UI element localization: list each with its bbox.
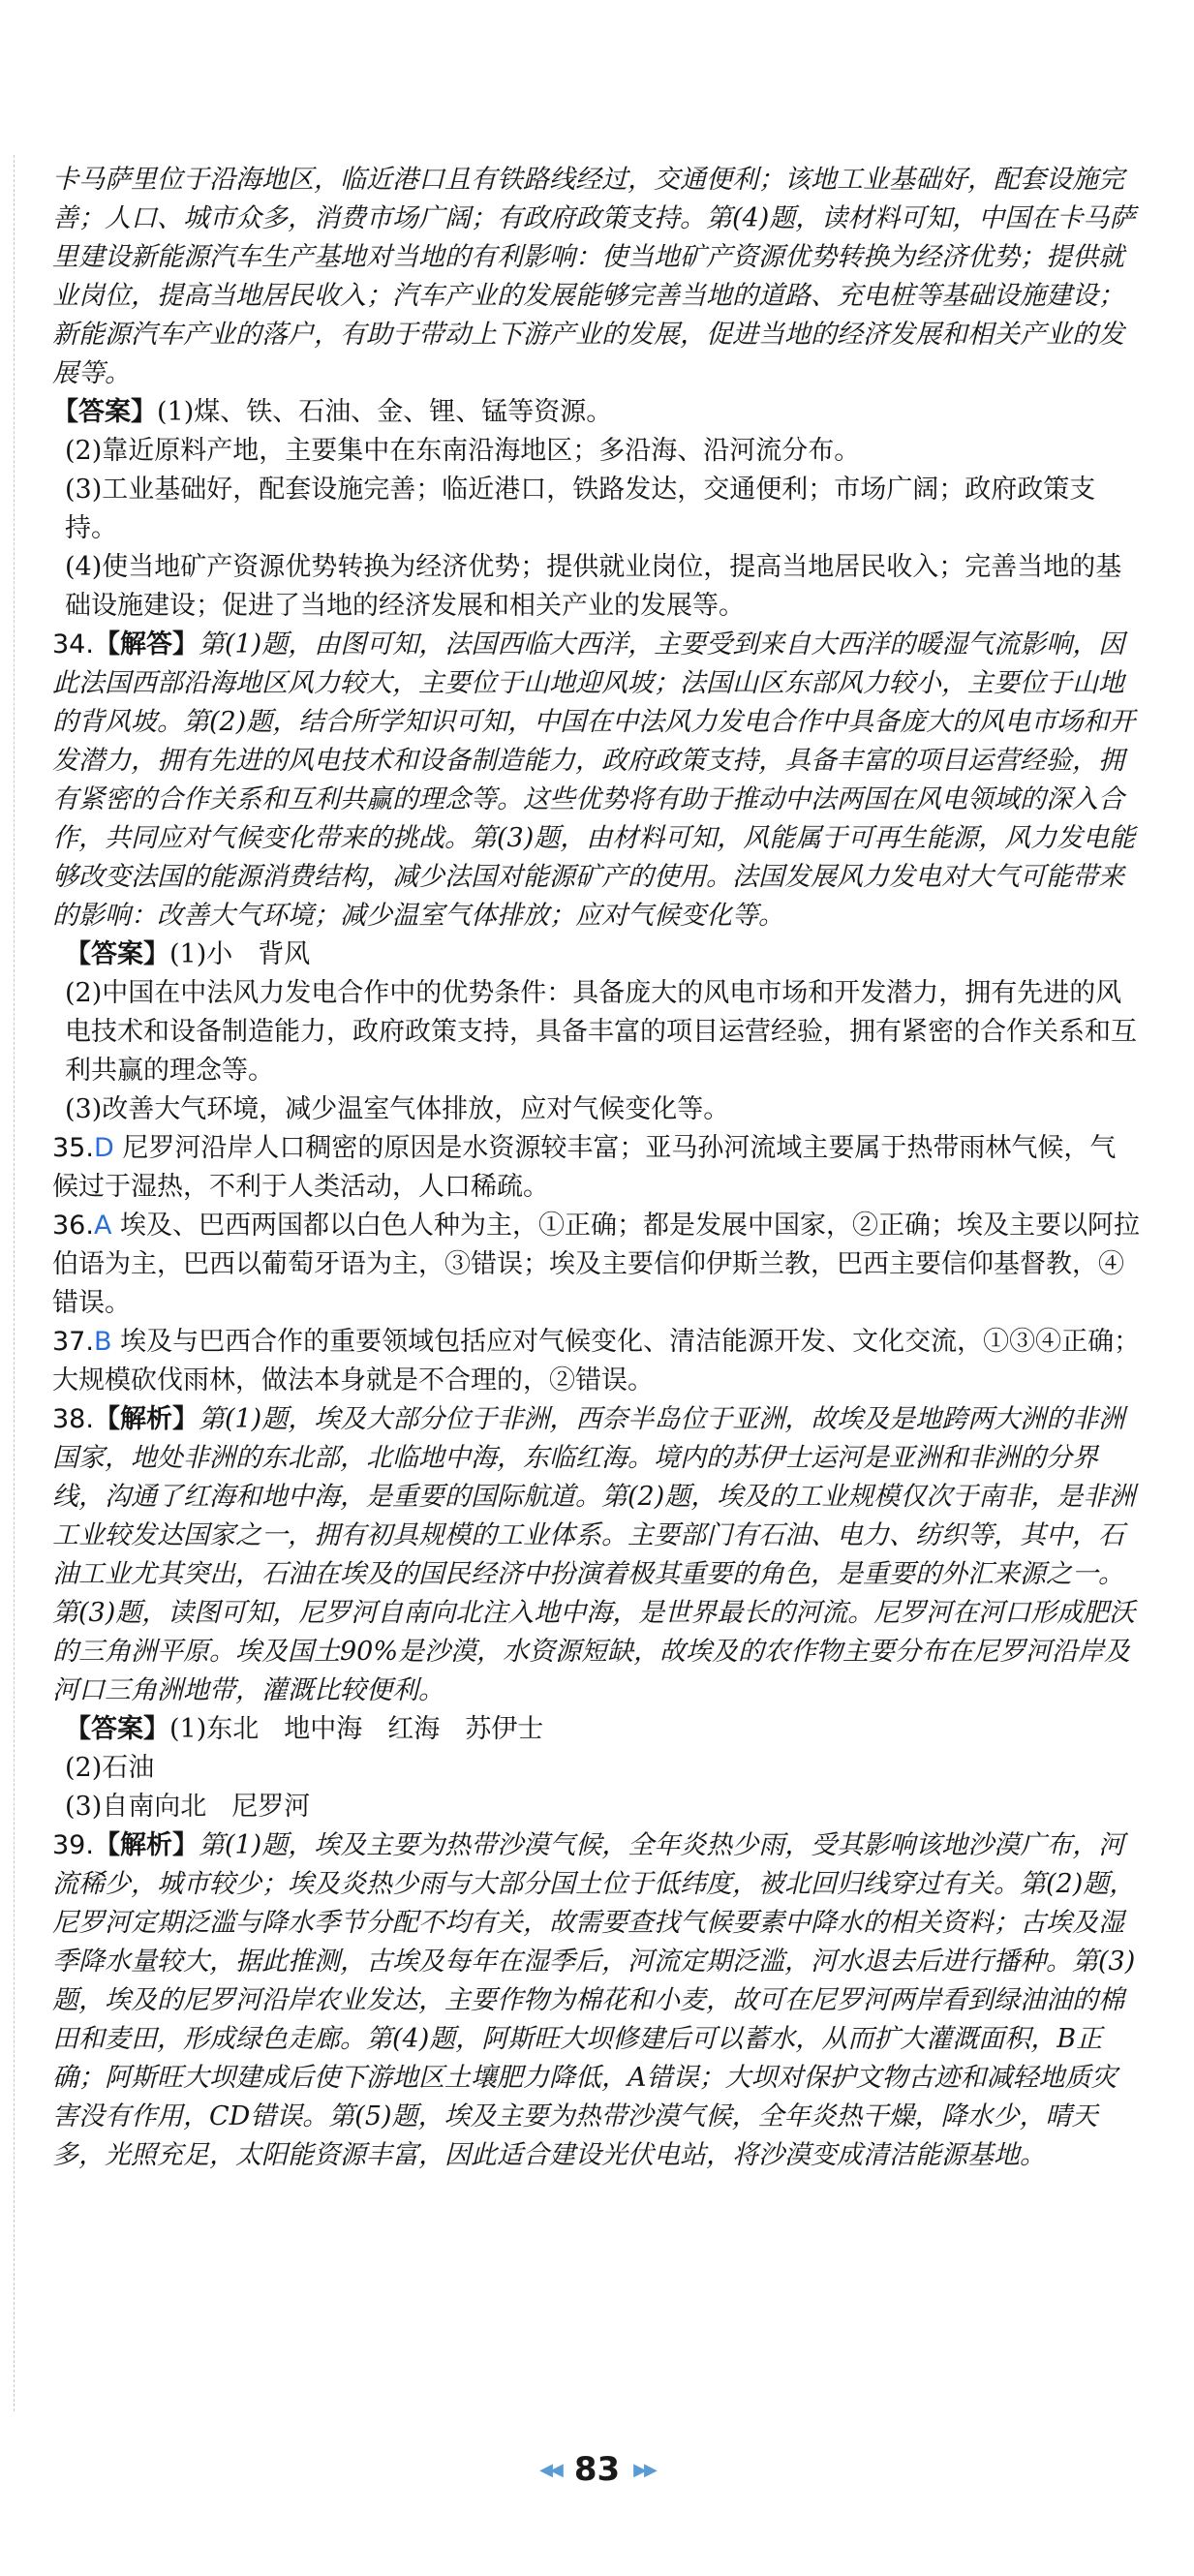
q38-answer-1c: 红海 bbox=[387, 1714, 441, 1744]
analysis-tag: 【解析】 bbox=[93, 1404, 199, 1434]
q37-text: 埃及与巴西合作的重要领域包括应对气候变化、清洁能源开发、文化交流，①③④正确；大规模砍伐雨林，做法本身就是不合理的，②错误。 bbox=[52, 1327, 1141, 1395]
q33-answer-1: (1)煤、铁、石油、金、锂、锰等资源。 bbox=[157, 397, 613, 427]
answer-tag: 【答案】 bbox=[65, 1714, 169, 1744]
q34-answer-1a: (1)小 bbox=[169, 939, 233, 969]
intro-analysis-text: 卡马萨里位于沿海地区，临近港口且有铁路线经过，交通便利；该地工业基础好，配套设施完善；人口、城市众多，消费市场广阔；有政府政策支持。第(4)题，读材料可知，中国在卡马萨里建设新能源汽车生产基地对当地的有利影响：使当地矿产资源优势转换为经济优势；提供就业岗位，提高当地居民收入；汽车产业的发展能够完善当地的道路、充电桩等基础设施建设；新能源汽车产业的落户，有助于带动上下游产业的发展，促进当地的经济发展和相关产业的发展等。 bbox=[52, 165, 1136, 388]
q34-answer-2: (2)中国在中法风力发电合作中的优势条件：具备庞大的风电市场和开发潜力，拥有先进的风电技术和设备制造能力，政府政策支持，具备丰富的项目运营经验，拥有紧密的合作关系和互利共赢的理念等。 bbox=[65, 978, 1137, 1086]
question-number: 39. bbox=[52, 1830, 94, 1860]
q33-answer-2: (2)靠近原料产地，主要集中在东南沿海地区；多沿海、沿河流分布。 bbox=[65, 436, 861, 466]
choice-letter: D bbox=[93, 1133, 114, 1163]
page-footer bbox=[0, 2440, 1194, 2499]
document-body bbox=[52, 161, 1142, 2175]
q38-answer-3b: 尼罗河 bbox=[231, 1792, 311, 1822]
q35-text: 尼罗河沿岸人口稠密的原因是水资源较丰富；亚马孙河流域主要属于热带雨林气候，气候过于湿热，不利于人类活动，人口稀疏。 bbox=[52, 1133, 1117, 1202]
question-number: 37. bbox=[52, 1327, 94, 1357]
question-number: 35. bbox=[52, 1133, 94, 1163]
intro-analysis bbox=[52, 161, 1142, 393]
prev-arrows-icon: ◀◀ bbox=[539, 2459, 561, 2480]
q33-answer-3: (3)工业基础好，配套设施完善；临近港口，铁路发达，交通便利；市场广阔；政府政策支持。 bbox=[65, 475, 1096, 543]
question-34 bbox=[52, 626, 1142, 1129]
question-37 bbox=[52, 1323, 1142, 1400]
q38-answer-3a: (3)自南向北 bbox=[65, 1792, 207, 1822]
q39-analysis-text: 第(1)题，埃及主要为热带沙漠气候，全年炎热少雨，受其影响该地沙漠广布，河流稀少，城市较少；埃及炎热少雨与大部分国土位于低纬度，被北回归线穿过有关。第(2)题，尼罗河定期泛滥与降水季节分配不均有关，故需要查找气候要素中降水的相关资料；古埃及湿季降水量较大，据此推测，古埃及每年在湿季后，河流定期泛滥，河水退去后进行播种。第(3)题，埃及的尼罗河沿岸农业发达，主要作物为棉花和小麦，故可在尼罗河两岸看到绿油油的棉田和麦田，形成绿色走廊。第(4)题，阿斯旺大坝修建后可以蓄水，从而扩大灌溉面积，B正确；阿斯旺大坝建成后使下游地区土壤肥力降低，A错误；大坝对保护文物古迹和减轻地质灾害没有作用，CD错误。第(5)题，埃及主要为热带沙漠气候，全年炎热干燥，降水少，晴天多，光照充足，太阳能资源丰富，因此适合建设光伏电站，将沙漠变成清洁能源基地。 bbox=[52, 1830, 1136, 2170]
answer-tag: 【答案】 bbox=[65, 939, 169, 969]
next-arrows-icon: ▶▶ bbox=[633, 2459, 655, 2480]
margin-rule bbox=[14, 155, 15, 2411]
question-number: 38. bbox=[52, 1404, 94, 1434]
analysis-tag: 【解析】 bbox=[93, 1830, 199, 1860]
q34-answer-3: (3)改善大气环境，减少温室气体排放，应对气候变化等。 bbox=[65, 1094, 730, 1124]
solution-tag: 【解答】 bbox=[93, 629, 199, 659]
q38-answer-1a: (1)东北 bbox=[169, 1714, 260, 1744]
q36-text: 埃及、巴西两国都以白色人种为主，①正确；都是发展中国家，②正确；埃及主要以阿拉伯语为主，巴西以葡萄牙语为主，③错误；埃及主要信仰伊斯兰教，巴西主要信仰基督教，④错误。 bbox=[52, 1211, 1141, 1318]
q38-answer-2: (2)石油 bbox=[65, 1753, 155, 1783]
page-number: 83 bbox=[573, 2450, 621, 2489]
q33-answer-4: (4)使当地矿产资源优势转换为经济优势；提供就业岗位，提高当地居民收入；完善当地的基础设施建设；促进了当地的经济发展和相关产业的发展等。 bbox=[65, 552, 1122, 621]
question-number: 36. bbox=[52, 1211, 94, 1241]
q34-solution-text: 第(1)题，由图可知，法国西临大西洋，主要受到来自大西洋的暖湿气流影响，因此法国西部沿海地区风力较大，主要位于山地迎风坡；法国山区东部风力较小，主要位于山地的背风坡。第(2)题，结合所学知识可知，中国在中法风力发电合作中具备庞大的风电市场和开发潜力，拥有先进的风电技术和设备制造能力，政府政策支持，具备丰富的项目运营经验，拥有紧密的合作关系和互利共赢的理念等。这些优势将有助于推动中法两国在风电领域的深入合作，共同应对气候变化带来的挑战。第(3)题，由材料可知，风能属于可再生能源，风力发电能够改变法国的能源消费结构，减少法国对能源矿产的使用。法国发展风力发电对大气可能带来的影响：改善大气环境；减少温室气体排放；应对气候变化等。 bbox=[52, 629, 1136, 931]
question-39 bbox=[52, 1826, 1142, 2175]
q38-analysis-text: 第(1)题，埃及大部分位于非洲，西奈半岛位于亚洲，故埃及是地跨两大洲的非洲国家，地处非洲的东北部，北临地中海，东临红海。境内的苏伊士运河是亚洲和非洲的分界线，沟通了红海和地中海，是重要的国际航道。第(2)题，埃及的工业规模仅次于南非，是非洲工业较发达国家之一，拥有初具规模的工业体系。主要部门有石油、电力、纺织等，其中，石油工业尤其突出，石油在埃及的国民经济中扮演着极其重要的角色，是重要的外汇来源之一。第(3)题，读图可知，尼罗河自南向北注入地中海，是世界最长的河流。尼罗河在河口形成肥沃的三角洲平原。埃及国土90%是沙漠，水资源短缺，故埃及的农作物主要分布在尼罗河沿岸及河口三角洲地带，灌溉比较便利。 bbox=[52, 1404, 1136, 1705]
q34-answer-1b: 背风 bbox=[258, 939, 311, 969]
choice-letter: B bbox=[93, 1327, 112, 1357]
answer-tag: 【答案】 bbox=[52, 397, 157, 427]
q38-answer-1b: 地中海 bbox=[284, 1714, 363, 1744]
question-number: 34. bbox=[52, 629, 94, 659]
q38-answer-1d: 苏伊士 bbox=[465, 1714, 544, 1744]
question-35 bbox=[52, 1129, 1142, 1207]
choice-letter: A bbox=[93, 1211, 112, 1241]
question-36 bbox=[52, 1207, 1142, 1323]
q33-answer bbox=[52, 393, 1142, 626]
question-38 bbox=[52, 1400, 1142, 1826]
